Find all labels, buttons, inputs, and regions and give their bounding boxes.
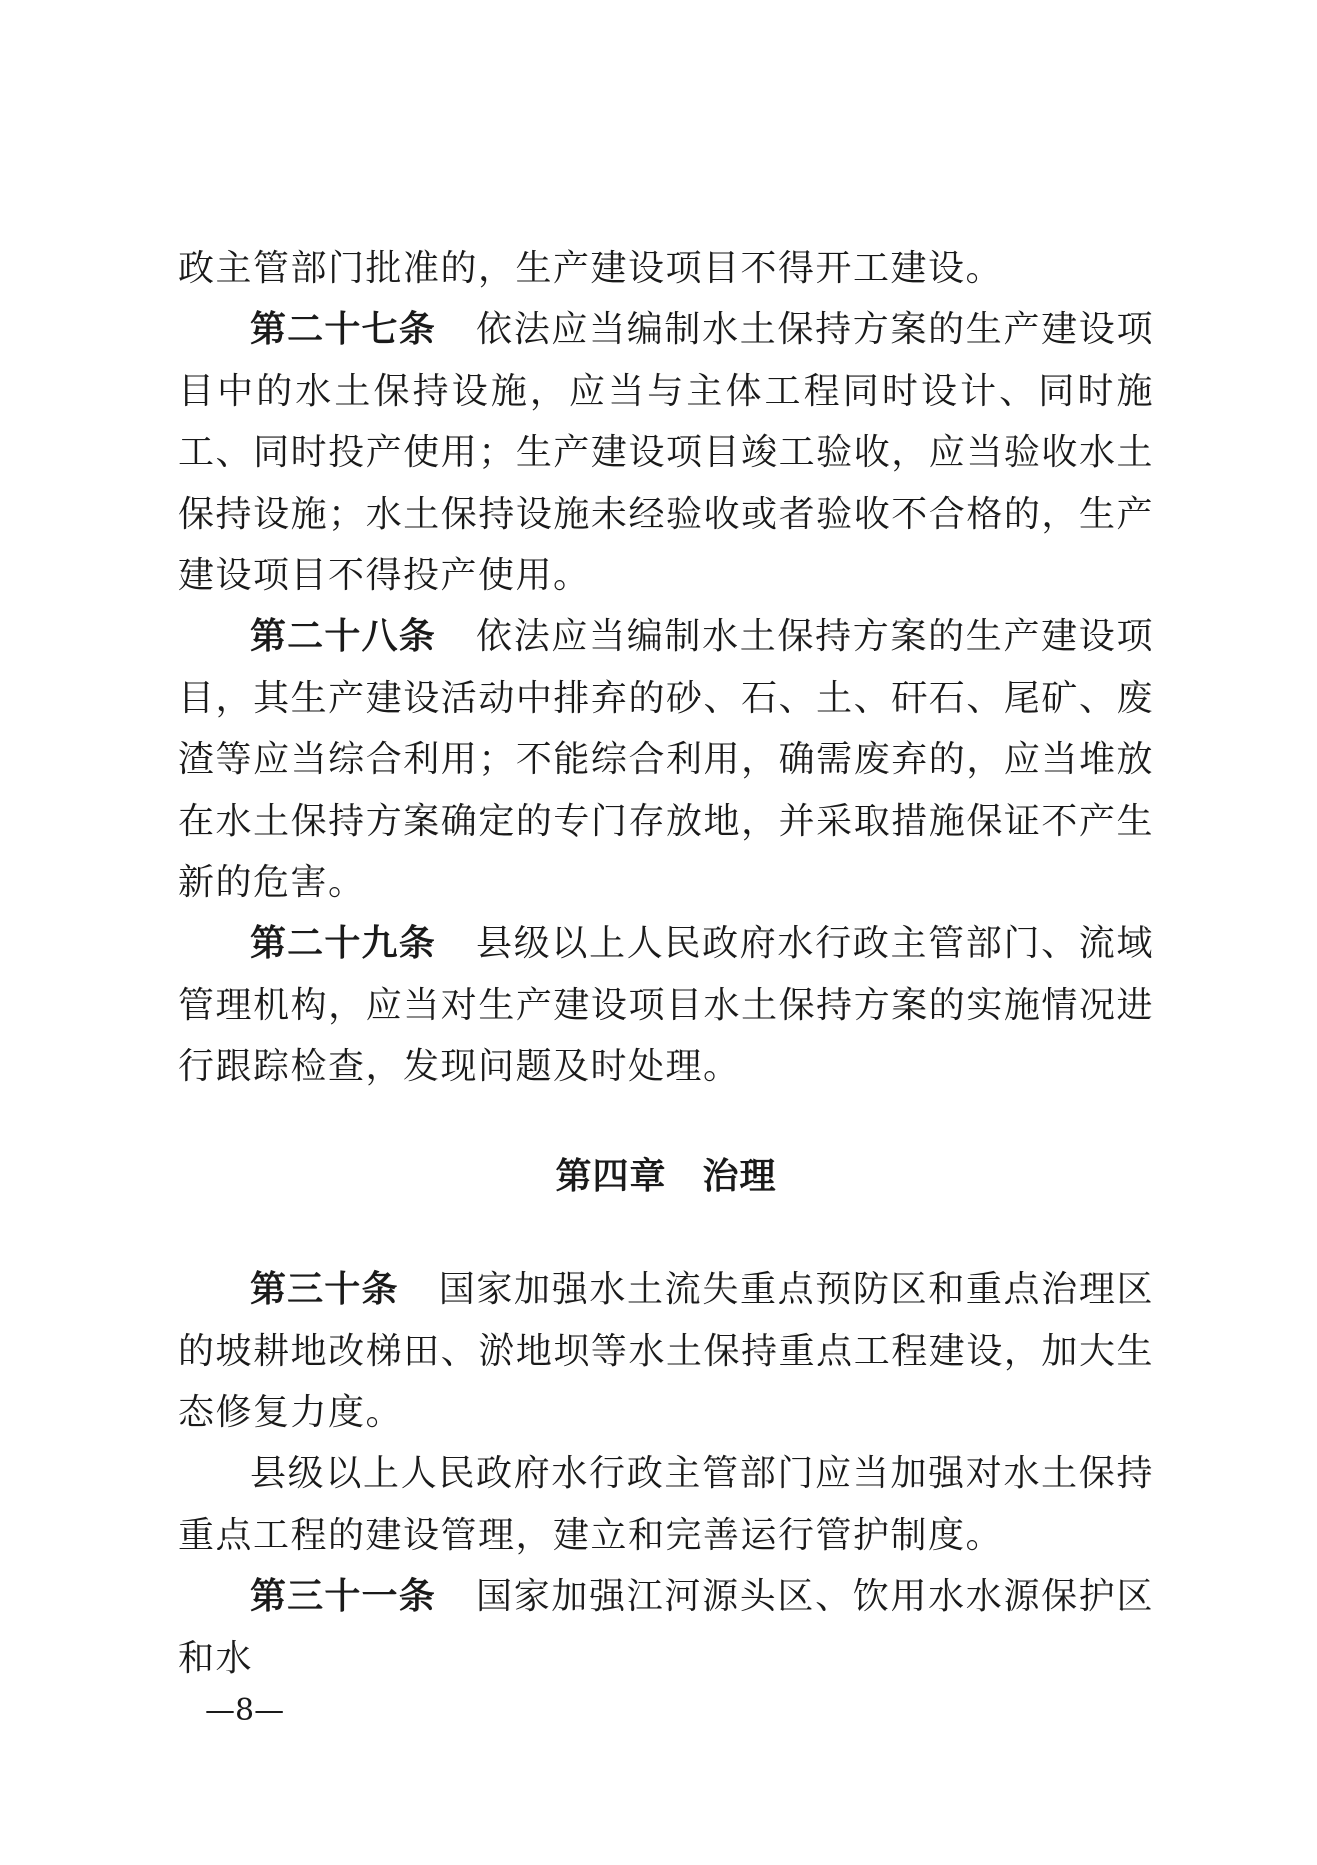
article-29 bbox=[178, 913, 1154, 1097]
document-body bbox=[178, 238, 1154, 1689]
article-30 bbox=[178, 1259, 1154, 1443]
article-number: 第二十九条 bbox=[250, 923, 436, 965]
article-number: 第三十一条 bbox=[250, 1576, 436, 1618]
article-number: 第三十条 bbox=[250, 1269, 399, 1311]
continuation-paragraph: 政主管部门批准的，生产建设项目不得开工建设。 bbox=[178, 248, 1004, 289]
article-31 bbox=[178, 1566, 1154, 1689]
chapter-number: 第四章 bbox=[555, 1155, 667, 1197]
article-28 bbox=[178, 606, 1154, 913]
article-text: 县级以上人民政府水行政主管部门、流域管理机构，应当对生产建设项目水土保持方案的实施情况进行跟踪检查，发现问题及时处理。 bbox=[178, 923, 1154, 1088]
article-text: 依法应当编制水土保持方案的生产建设项目，其生产建设活动中排弃的砂、石、土、矸石、尾矿、废渣等应当综合利用；不能综合利用，确需废弃的，应当堆放在水土保持方案确定的专门存放地，并采取措施保证不产生新的危害。 bbox=[178, 616, 1154, 904]
article-30-paragraph-2: 县级以上人民政府水行政主管部门应当加强对水土保持重点工程的建设管理，建立和完善运行管护制度。 bbox=[178, 1453, 1154, 1556]
article-number: 第二十七条 bbox=[250, 309, 436, 351]
article-text: 依法应当编制水土保持方案的生产建设项目中的水土保持设施，应当与主体工程同时设计、同时施工、同时投产使用；生产建设项目竣工验收，应当验收水土保持设施；水土保持设施未经验收或者验收不合格的，生产建设项目不得投产使用。 bbox=[178, 309, 1154, 597]
article-text: 国家加强江河源头区、饮用水水源保护区和水 bbox=[178, 1576, 1154, 1679]
article-number: 第二十八条 bbox=[250, 616, 436, 658]
article-text: 国家加强水土流失重点预防区和重点治理区的坡耕地改梯田、淤地坝等水土保持重点工程建设，加大生态修复力度。 bbox=[178, 1269, 1154, 1433]
article-27 bbox=[178, 299, 1154, 606]
chapter-title: 治理 bbox=[702, 1155, 777, 1197]
page-number: —8— bbox=[205, 1693, 285, 1728]
chapter-heading bbox=[178, 1146, 1154, 1207]
